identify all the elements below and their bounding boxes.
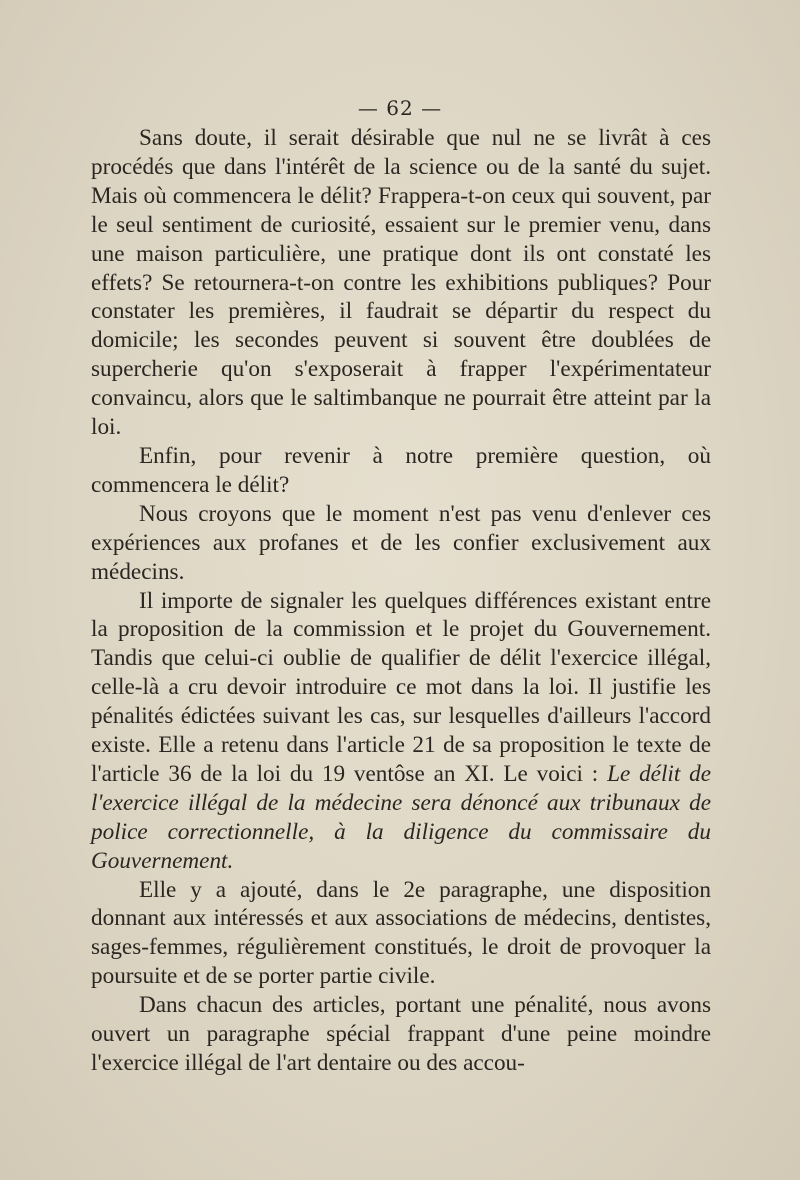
paragraph-6: Dans chacun des articles, portant une pénalité, nous avons ouvert un paragraphe spécial frappant d'une peine moindre l'exercice illégal de l'art dentaire ou des accou- [91, 992, 711, 1076]
paragraph-4-text: Il importe de signaler les quelques différences existant entre la proposition de la commission et le projet du Gouvernement. Tandis que celui-ci oublie de qualifier de délit l'exercice illégal, celle-là a cru devoir introduire ce mot dans la loi. Il justifie les pénalités édictées suivant les cas, sur lesquelles d'ailleurs l'accord existe. Elle a retenu dans l'article 21 de sa proposition le texte de l'article 36 de la loi du 19 ventôse an XI. Le voici : [91, 587, 711, 787]
paragraph-2: Enfin, pour revenir à notre première question, où commencera le délit? [91, 442, 711, 498]
paragraph-1: Sans doute, il serait désirable que nul ne se livrât à ces procédés que dans l'intérêt de la science ou de la santé du sujet. Mais où commencera le délit? Frappera-t-on ceux qui souvent, par le seul sentiment de curiosité, essaient sur le premier venu, dans une maison particulière, une pratique dont ils ont constaté les effets? Se retournera-t-on contre les exhibitions publiques? Pour constater les premières, il faudrait se départir du respect du domicile; les secondes peuvent si souvent être doublées de supercherie qu'on s'exposerait à frapper l'expérimentateur convaincu, alors que le saltimbanque ne pourrait être atteint par la loi. [91, 125, 711, 441]
page-number: — 62 — [357, 96, 443, 120]
paragraph-5: Elle y a ajouté, dans le 2e paragraphe, une disposition donnant aux intéressés et aux associations de médecins, dentistes, sages-femmes, régulièrement constitués, le droit de provoquer la poursuite et de se porter partie civile. [91, 876, 711, 990]
body-text [91, 124, 711, 1078]
law-quote: Le délit de l'exercice illégal de la médecine sera dénoncé aux tribunaux de police correctionnelle, à la diligence du commissaire du Gouvernement. [91, 760, 711, 874]
paragraph-3: Nous croyons que le moment n'est pas venu d'enlever ces expériences aux profanes et de les confier exclusivement aux médecins. [91, 500, 711, 585]
paragraph-4 [91, 587, 711, 876]
